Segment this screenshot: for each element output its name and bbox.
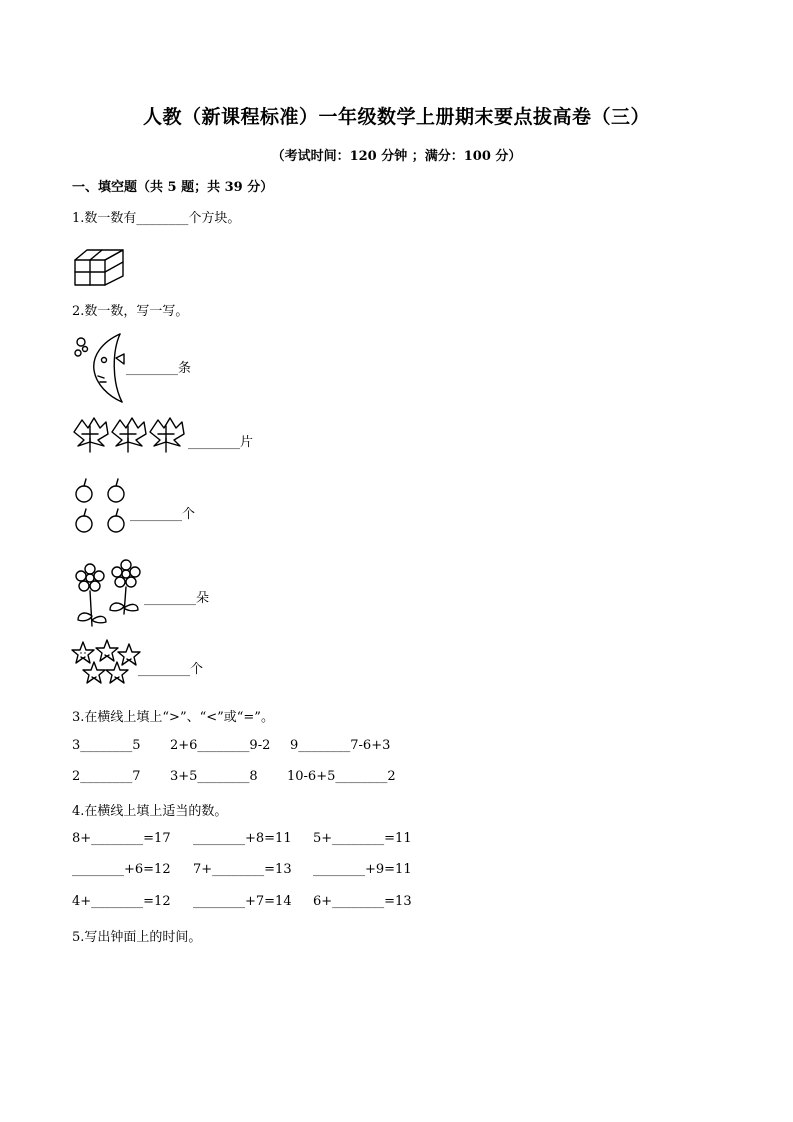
compare-item: 2________7 [72, 769, 141, 784]
question-4-prompt: 4.在横线上填上适当的数。 [72, 804, 228, 819]
fill-item: ________+9=11 [313, 862, 412, 877]
star-icon [72, 640, 142, 686]
star-answer: ________个 [138, 662, 204, 677]
exam-info: （考试时间：120 分钟 ；满分：100 分） [271, 149, 522, 164]
fill-item: 6+________=13 [313, 894, 412, 909]
apple-icon [74, 478, 130, 538]
compare-item: 10-6+5________2 [287, 769, 396, 784]
fill-item: 8+________=17 [72, 831, 171, 846]
fill-item: ________+8=11 [193, 831, 292, 846]
fish-answer: ________条 [126, 361, 192, 376]
question-2-prompt: 2.数一数，写一写。 [72, 304, 189, 319]
leaf-answer: ________片 [188, 435, 254, 450]
question-1-prompt: 1.数一数有________个方块。 [72, 211, 241, 226]
section-heading: 一、填空题（共 5 题；共 39 分） [72, 180, 274, 195]
flower-icon [74, 562, 144, 614]
flower-answer: ________朵 [144, 591, 210, 606]
fill-item: ________+6=12 [72, 862, 171, 877]
fish-icon [74, 332, 126, 404]
cube-blocks-icon [74, 249, 124, 287]
page-title: 人教（新课程标准）一年级数学上册期末要点拔高卷（三） [142, 106, 650, 128]
compare-item: 3+5________8 [170, 769, 258, 784]
compare-item: 2+6________9-2 [170, 738, 271, 753]
apple-answer: ________个 [130, 507, 196, 522]
compare-item: 9________7-6+3 [290, 738, 391, 753]
fill-item: 5+________=11 [313, 831, 412, 846]
fill-item: 7+________=13 [193, 862, 292, 877]
compare-item: 3________5 [72, 738, 141, 753]
question-5-prompt: 5.写出钟面上的时间。 [72, 930, 202, 945]
fill-item: ________+7=14 [193, 894, 292, 909]
fill-item: 4+________=12 [72, 894, 171, 909]
leaf-icon [72, 416, 188, 456]
question-3-prompt: 3.在横线上填上“>”、“<”或“=”。 [72, 710, 274, 725]
